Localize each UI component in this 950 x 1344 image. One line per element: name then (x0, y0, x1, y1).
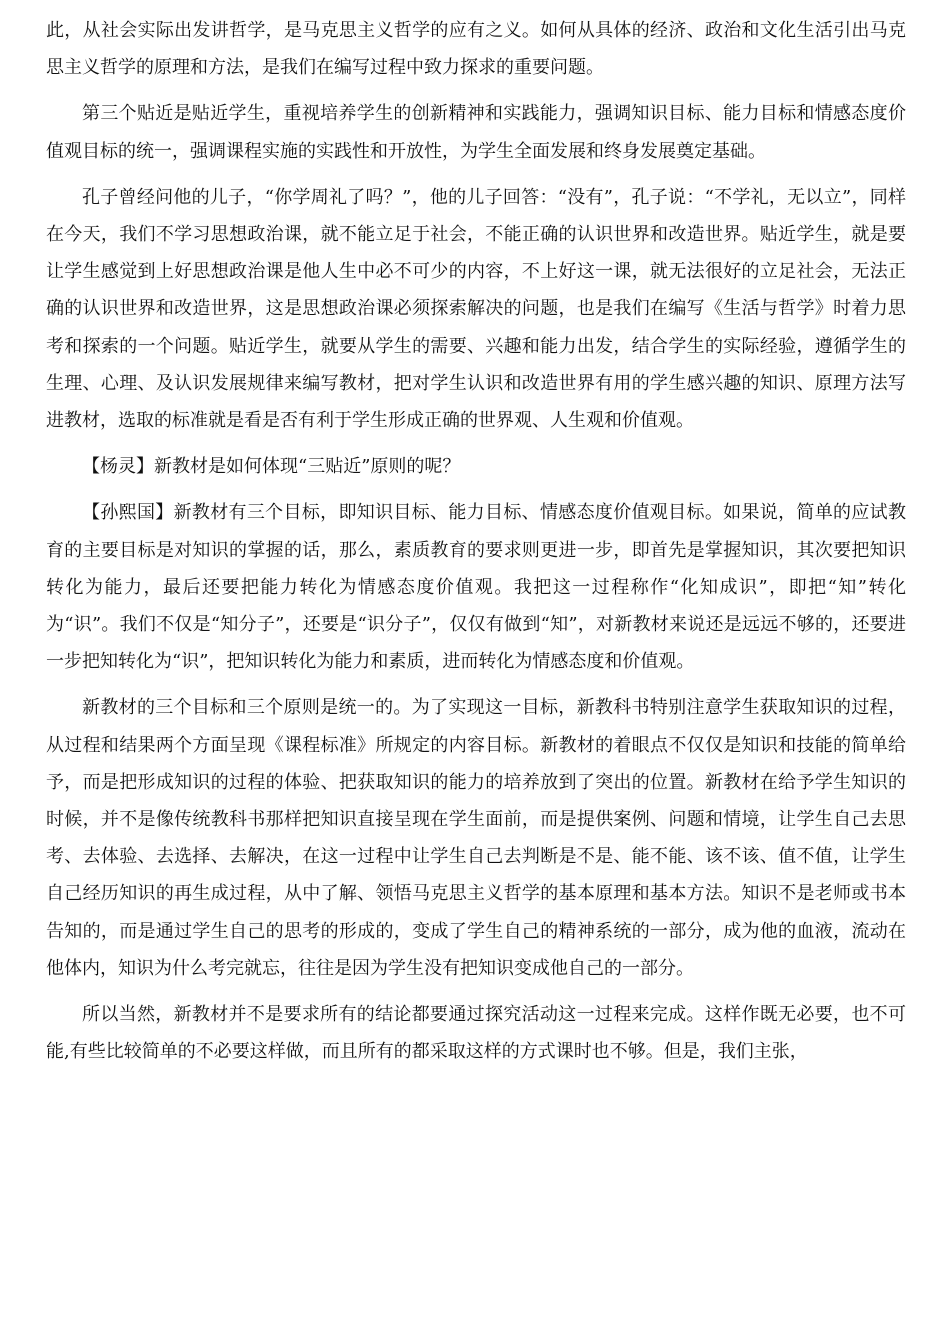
paragraph-2: 第三个贴近是贴近学生，重视培养学生的创新精神和实践能力，强调知识目标、能力目标和情感态度价值观目标的统一，强调课程实施的实践性和开放性，为学生全面发展和终身发展奠定基础。 (46, 103, 906, 162)
paragraph-6: 新教材的三个目标和三个原则是统一的。为了实现这一目标，新教科书特别注意学生获取知识的过程，从过程和结果两个方面呈现《课程标准》所规定的内容目标。新教材的着眼点不仅仅是知识和技能的简单给予，而是把形成知识的过程的体验、把获取知识的能力的培养放到了突出的位置。新教材在给予学生知识的时候，并不是像传统教科书那样把知识直接呈现在学生面前，而是提供案例、问题和情境，让学生自己去思考、去体验、去选择、去解决，在这一过程中让学生自己去判断是不是、能不能、该不该、值不值，让学生自己经历知识的再生成过程，从中了解、领悟马克思主义哲学的基本原理和基本方法。知识不是老师或书本告知的，而是通过学生自己的思考的形成的，变成了学生自己的精神系统的一部分，成为他的血液，流动在他体内，知识为什么考完就忘，往往是因为学生没有把知识变成他自己的一部分。 (46, 697, 906, 979)
paragraph-5: 【孙熙国】新教材有三个目标，即知识目标、能力目标、情感态度价值观目标。如果说，简单的应试教育的主要目标是对知识的掌握的话，那么，素质教育的要求则更进一步，即首先是掌握知识，其次要把知识转化为能力，最后还要把能力转化为情感态度价值观。我把这一过程称作“化知成识”，即把“知”转化为“识”。我们不仅是“知分子”，还要是“识分子”，仅仅有做到“知”，对新教材来说还是远远不够的，还要进一步把知转化为“识”，把知识转化为能力和素质，进而转化为情感态度和价值观。 (46, 502, 906, 673)
paragraph-1: 此，从社会实际出发讲哲学，是马克思主义哲学的应有之义。如何从具体的经济、政治和文化生活引出马克思主义哲学的原理和方法，是我们在编写过程中致力探求的重要问题。 (46, 20, 906, 79)
paragraph-7: 所以当然，新教材并不是要求所有的结论都要通过探究活动这一过程来完成。这样作既无必要，也不可能,有些比较简单的不必要这样做，而且所有的都采取这样的方式课时也不够。但是，我们主张， (46, 1004, 906, 1063)
paragraph-3: 孔子曾经问他的儿子，“你学周礼了吗？”，他的儿子回答：“没有”，孔子说：“不学礼，无以立”，同样在今天，我们不学习思想政治课，就不能立足于社会，不能正确的认识世界和改造世界。贴近学生，就是要让学生感觉到上好思想政治课是他人生中必不可少的内容，不上好这一课，就无法很好的立足社会，无法正确的认识世界和改造世界，这是思想政治课必须探索解决的问题，也是我们在编写《生活与哲学》时着力思考和探索的一个问题。贴近学生，就要从学生的需要、兴趣和能力出发，结合学生的实际经验，遵循学生的生理、心理、及认识发展规律来编写教材，把对学生认识和改造世界有用的学生感兴趣的知识、原理方法写进教材，选取的标准就是看是否有利于学生形成正确的世界观、人生观和价值观。 (46, 186, 906, 432)
paragraph-4: 【杨灵】新教材是如何体现“三贴近”原则的呢？ (82, 456, 461, 478)
